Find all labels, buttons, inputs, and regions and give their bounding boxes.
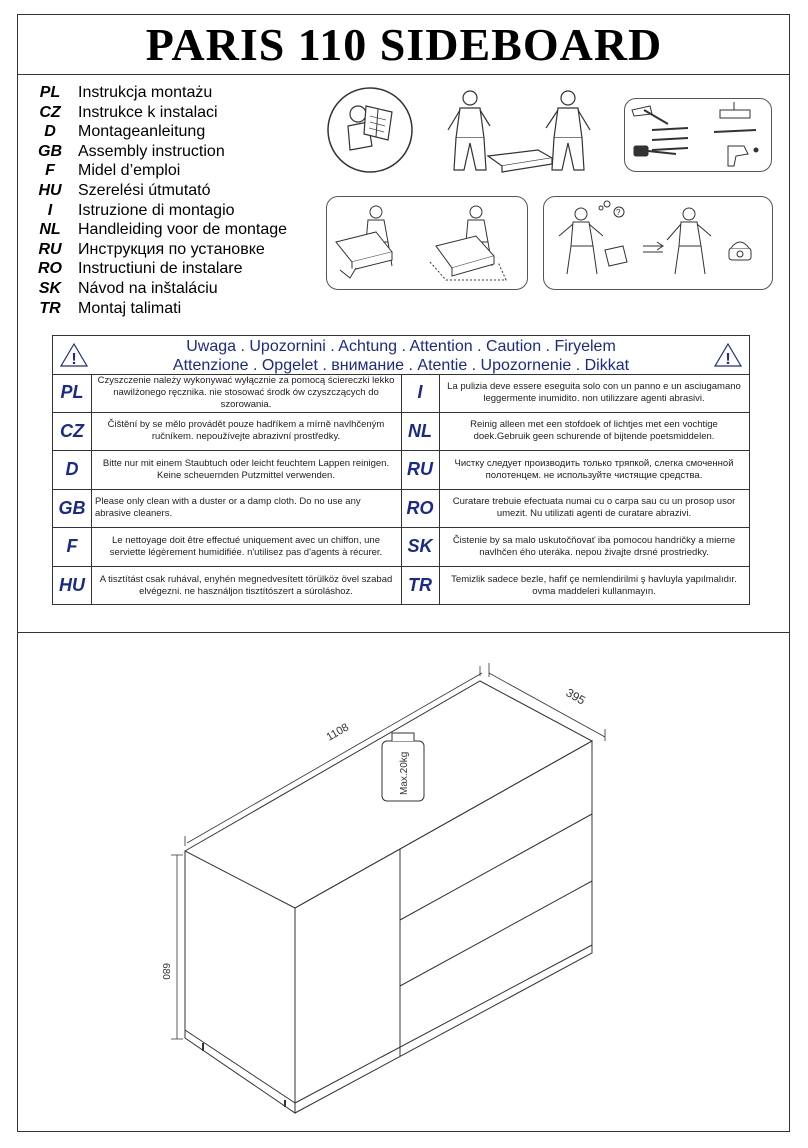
care-text: La pulizia deve essere eseguita solo con un panno e un asciugamano leggermente inumidito. non utilizzare agenti abrasivi. [447,380,741,404]
language-code: GB [38,142,62,160]
lang-code: RO [406,497,434,518]
language-label: Instructiuni de instalare [78,260,243,278]
language-label: Instrukcja montażu [78,84,213,101]
correct-lifting-icon [326,196,526,288]
language-code: CZ [39,103,61,121]
sideboard-side [185,851,295,1113]
care-text: A tisztítást csak ruhával, enyhén megnedvesített törülköz övel szabad elvégezni. ne használjon tisztítószert a súroláshoz. [99,573,393,597]
care-instructions-table [52,335,750,605]
svg-text:!: ! [71,351,77,368]
language-code: RO [38,260,62,278]
language-label: Assembly instruction [78,142,225,160]
lang-code: HU [59,575,85,596]
warning-header [53,336,749,375]
lang-code: CZ [60,420,84,441]
language-code: I [47,201,53,219]
lang-code: SK [407,536,433,557]
language-code: SK [38,279,62,297]
two-person-assembly-icon [440,88,600,174]
read-instructions-icon [326,84,414,176]
max-load-label: Max.20kg [399,751,410,795]
care-text: Curatare trebuie efectuata numai cu o carpa sau cu un prosop usor umezit. Nu utilizati agenti de curatare abrazivi. [452,496,736,520]
language-label: Návod na inštaláciu [78,279,218,297]
lang-code: I [417,382,423,403]
svg-text:?: ? [616,208,621,217]
language-code: D [44,123,56,141]
language-code: NL [39,221,61,239]
warning-line-1: Uwaga . Upozornini . Achtung . Attention . Caution . Firyelem [186,338,616,355]
care-text: Czyszczenie należy wykonywać wyłącznie za pomocą ściereczki lekko nawilżonego ręcznika. nie stosować środk ów czyszczących do szorowania. [97,374,395,410]
lang-code: GB [58,497,86,518]
care-text: Le nettoyage doit être effectué uniquement avec un chiffon, une serviette légèrement humidifiée. n'utilisez pas d'agents à récurer. [109,534,383,558]
title-divider [17,74,790,75]
depth-dimension: 395 [563,685,588,708]
table-divider [91,374,92,605]
language-code: HU [38,181,62,199]
care-text: Bitte nur mit einem Staubtuch oder leicht feuchtem Lappen reinigen. Keine scheuernden Putzmittel verwenden. [102,457,390,481]
warning-left-icon [59,342,89,368]
lang-code: RU [407,459,433,480]
language-code: TR [39,299,61,317]
care-text: Temizlik sadece bezle, hafif çe nemlendirilmi ş havluyla yapılmalıdır. ovma maddeleri kullanmayın. [451,573,737,597]
table-divider [439,374,440,605]
lang-code: TR [408,575,432,596]
language-label: Инструкция по установке [78,240,265,258]
lang-code: D [65,459,79,480]
language-code: PL [39,84,61,101]
language-label: Istruzione di montagio [78,201,235,219]
language-label: Montaj talimati [78,299,182,317]
page-title: PARIS 110 SIDEBOARD [145,19,663,70]
warning-right-icon [713,342,743,368]
sideboard-dimension-drawing [17,633,790,1131]
language-code: F [45,162,55,180]
language-label: Szerelési útmutató [78,181,211,199]
language-label: Montageanleitung [78,123,206,141]
lang-code: NL [408,420,432,441]
call-for-help-icon [543,196,771,288]
language-code: RU [38,240,62,258]
language-label: Midel d’emploi [78,162,181,180]
warning-line-2: Attenzione . Opgelet . внимание . Atentie . Upozornenie . Dikkat [172,357,630,374]
care-text: Čistenie by sa malo uskutočňovať iba pomocou handričky a mierne navlhčen ého uteráka. nepou živajte drsné prostriedky. [452,534,736,558]
language-label: Instrukce k instalaci [78,103,218,121]
table-divider [401,374,402,605]
lang-code: F [66,536,78,557]
sideboard-front [295,741,592,1113]
lang-code: PL [60,382,84,403]
width-dimension: 1108 [324,721,351,744]
care-text: Reinig alleen met een stofdoek of lichtjes met een vochtige doek.Gebruik geen schurende of bijtende poetsmiddelen. [470,419,718,443]
svg-text:!: ! [725,351,731,368]
care-text: Čištění by se mělo provádět pouze hadříkem a mírně navlhčeným ručníkem. nepoužívejte abrazivní prostředky. [107,419,385,443]
tools-icon [624,98,770,170]
care-text: Чистку следует производить только тряпкой, слегка смоченной полотенцем. не используйте чистящие средства. [454,457,734,481]
care-text: Please only clean with a duster or a damp cloth. Do no use any abrasive cleaners. [95,496,361,520]
height-dimension: 680 [160,963,171,980]
language-label: Handleiding voor de montage [78,221,288,239]
